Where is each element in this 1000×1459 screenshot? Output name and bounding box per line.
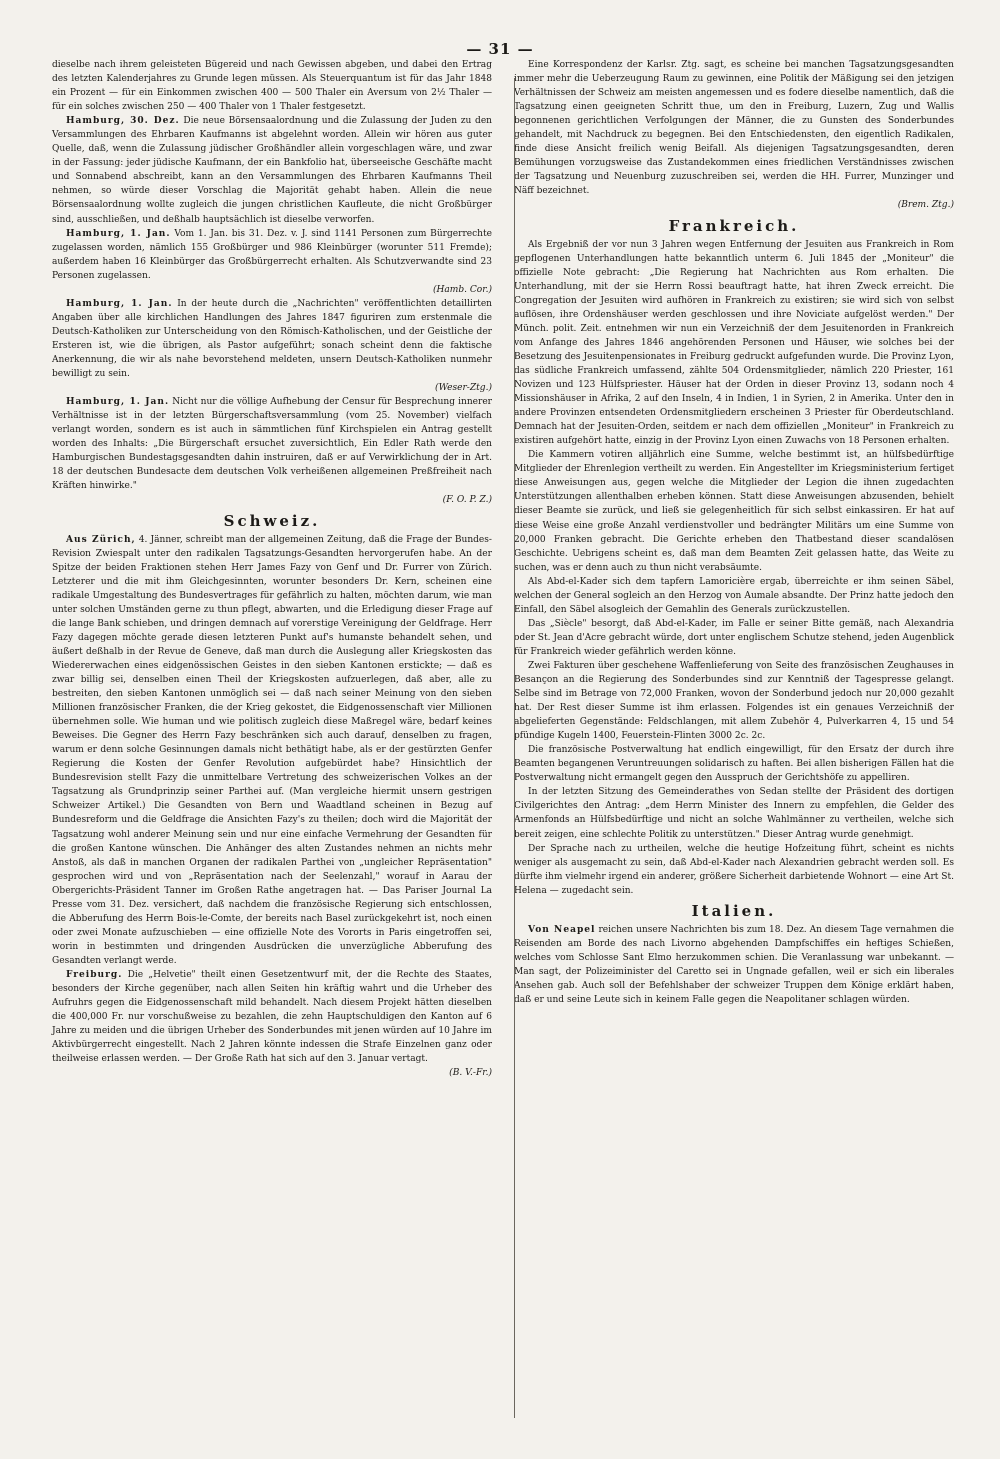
- paragraph-text: 4. Jänner, schreibt man der allgemeinen Zeitung, daß die Frage der Bundes-Revision Zwiespalt unter den radikalen Tagsatzungs-Gesandten hervorgerufen habe. An der Spitze der beiden Fraktionen stehen Herr James Fazy von Genf und Dr. Furrer von Zürich. Letzterer und die mit ihm Gleichgesinnten, worunter besonders Dr. Kern, scheinen eine radikale Umgestaltung des Bundesvertrages für gefährlich zu halten, möchten darum, wie man unter solchen Umständen gerne zu thun pflegt, abwarten, und die Erledigung dieser Frage auf die lange Bank schieben, und dringen demnach auf vorerstige Vereinigung der Geldfrage. Herr Fazy dagegen möchte gerade diesen letzteren Punkt auf's humanste behandelt sehen, und äußert deßhalb in der Revue de Geneve, daß man durch die Auslegung aller Kriegskosten das Wiedererwachen eines eidgenössischen Geistes in den sieben Kantonen erstickte; — daß es zwar billig sei, denselben einen Theil der Kriegskosten aufzuerlegen, daß aber, alle zu bestreiten, den sieben Kantonen unmöglich sei — daß nach seiner Meinung von den sieben Millionen französischer Franken, die der Krieg gekostet, die Eidgenossenschaft vier Millionen übernehmen solle. Wie human und wie politisch zugleich diese Maßregel wäre, bedarf keines Beweises. Die Gegner des Herrn Fazy beschränken sich auch darauf, denselben zu fragen, warum er denn solche Gesinnungen damals nicht bethätigt habe, als er der gestürzten Genfer Regierung die Kosten der Genfer Revolution aufgebürdet habe? Hinsichtlich der Bundesrevision stellt Fazy die unmittelbare Vertretung des schweizerischen Volkes an der Tagsatzung als Grundprinzip seiner Parthei auf. (Man vergleiche hiermit unsern gestrigen Schweizer Artikel.) Die Gesandten von Bern und Waadtland scheinen in Bezug auf Bundesreform und die Geldfrage die Ansichten Fazy's zu theilen; doch wird die Majorität der Tagsatzung wohl anderer Meinung sein und nur eine einfache Vermehrung der Gesandten für die großen Kantone wünschen. Die Anhänger des alten Zustandes nehmen an nichts mehr Anstoß, als daß in manchen Organen der radikalen Parthei von „ungleicher Repräsentation" gesprochen wird und von „Repräsentation nach der Seelenzahl," worauf in Aarau der Obergerichts-Präsident Tanner im Großen Rathe angetragen hat. — Das Pariser Journal La Presse vom 31. Dez. versichert, daß nachdem die französische Regierung sich entschlossen, die Abberufung des Herrn Bois-le-Comte, der bereits nach Basel zurückgekehrt ist, noch einen oder zwei Monate aufzuschieben — eine offizielle Note des Vororts in Paris eingetroffen sei, worin in bestimmten und dringenden Ausdrücken die unverzügliche Abberufung des Gesandten verlangt werde.: [52, 534, 492, 966]
- column-rule: [514, 78, 515, 1418]
- paragraph-text: Eine Korrespondenz der Karlsr. Ztg. sagt, es scheine bei manchen Tagsatzungsgesandten immer mehr die Ueberzeugung Raum zu gewinnen, eine Politik der Mäßigung sei den jetzigen Verhältnissen der Schweiz am meisten angemessen und es fodere dieselbe namentlich, daß die Tagsatzung einen geeigneten Schritt thue, um den in Freiburg, Luzern, Zug und Wallis begonnenen gerichtlichen Verfolgungen der Männer, die zu Gunsten des Sonderbundes gehandelt, mit Nachdruck zu begegnen. Bei den Entschiedensten, den eigentlich Radikalen, finde diese Ansicht freilich wenig Beifall. Als diejenigen Tagsatzungsgesandten, deren Bemühungen vorzugsweise das Zustandekommen eines friedlichen Verständnisses zwischen der Tagsatzung und Neuenburg zuzuschreiben sei, werden die HH. Furrer, Munzinger und Näff bezeichnet.: [514, 60, 954, 197]
- right-column: [514, 58, 954, 1418]
- paragraph-text: Die Kammern votiren alljährlich eine Summe, welche bestimmt ist, an hülfsbedürftige Mitglieder der Ehrenlegion vertheilt zu werden. Ein Angestellter im Kriegsministerium fertiget diese Anweisungen aus, gegen welche die Mitglieder der Legion die ihnen zugedachten Unterstützungen allenthalben erheben können. Statt diese Anweisungen abzusenden, behielt dieser Beamte sie zurück, und ließ sie gelegenheitlich für sich selbst einkassiren. Er hat auf diese Weise eine große Anzahl verdienstvoller und bedrängter Militärs um eine Summe von 20,000 Franken gebracht. Die Gerichte erheben den Thatbestand dieser scandalösen Geschichte. Uebrigens scheint es, daß man dem Beamten Zeit gelassen hatte, das Weite zu suchen, was er denn auch zu thun nicht verabsäumte.: [514, 450, 954, 573]
- source-attribution: (B. V.-Fr.): [449, 1068, 492, 1079]
- source-attribution: (F. O. P. Z.): [442, 495, 492, 506]
- article-paragraph: [514, 617, 954, 659]
- article-paragraph: [52, 968, 492, 1080]
- dateline: Hamburg, 30. Dez.: [66, 116, 180, 127]
- paragraph-text: Zwei Fakturen über geschehene Waffenlieferung von Seite des französischen Zeughauses in Besançon an die Regierung des Sonderbundes sind zur Kenntniß der Tagespresse gelangt. Selbe sind im Betrage von 72,000 Franken, wovon der Sonderbund jedoch nur 20,000 gezahlt hat. Der Rest dieser Summe ist ihm erlassen. Folgendes ist ein genaues Verzeichniß der abgelieferten Gegenstände: Feldschlangen, mit allem Zubehör 4, Pulverkarren 4, 15 und 54 pfündige Kugeln 1400, Feuerstein-Flinten 3000 2c. 2c.: [514, 660, 954, 742]
- article-paragraph: [514, 238, 954, 449]
- article-paragraph: [52, 533, 492, 968]
- paragraph-text: Der Sprache nach zu urtheilen, welche die heutige Hofzeitung führt, scheint es nichts weniger als ausgemacht zu sein, daß Abd-el-Kader nach Alexandrien gebracht werden soll. Es dürfte ihm vielmehr irgend ein anderer, größere Sicherheit darbietende Wohnort — eine Art St. Helena — zugedacht sein.: [514, 843, 954, 896]
- paragraph-text: In der letzten Sitzung des Gemeinderathes von Sedan stellte der Präsident des dortigen Civilgerichtes den Antrag: „dem Herrn Minister des Innern zu empfehlen, die Gelder des Armenfonds an Hülfsbedürftige und nicht an solche Wahlmänner zu vertheilen, welche sich bereit zeigen, eine schlechte Politik zu unterstützen." Dieser Antrag wurde genehmigt.: [514, 787, 954, 840]
- page-number: — 31 —: [466, 40, 534, 58]
- paragraph-text: Das „Siècle" besorgt, daß Abd-el-Kader, im Falle er seiner Bitte gemäß, nach Alexandria oder St. Jean d'Acre gebracht würde, dort unter englischem Schutze stehend, jeden Augenblick für Frankreich wieder gefährlich werden könne.: [514, 618, 954, 657]
- paragraph-text: Als Abd-el-Kader sich dem tapfern Lamoricière ergab, überreichte er ihm seinen Säbel, welchen der General sogleich an den Herzog von Aumale absandte. Der Prinz hatte jedoch den Einfall, den Säbel alsogleich der Gemahlin des Generals zurückzustellen.: [514, 576, 954, 615]
- article-paragraph: [52, 58, 492, 114]
- paragraph-text: Die neue Börsensaalordnung und die Zulassung der Juden zu den Versammlungen des Ehrbaren Kaufmanns ist abgelehnt worden. Allein wir hören aus guter Quelle, daß, wenn die Zulassung jüdischer Großhändler allein vorgeschlagen wäre, und zwar in der Fassung: jeder jüdische Kaufmann, der ein Bankfolio hat, überseeische Geschäfte macht und Sonnabend abschreibt, kann an den Versammlungen des Ehrbaren Kaufmanns Theil nehmen, so würde dieser Vorschlag die Majorität gehabt haben. Allein die neue Börsensaalordnung wollte zugleich die jungen christlichen Kaufleute, die nicht Großbürger sind, ausschließen, und deßhalb hauptsächlich ist dieselbe verworfen.: [52, 116, 492, 225]
- article-paragraph: [514, 448, 954, 574]
- article-paragraph: [514, 575, 954, 617]
- left-column: [52, 58, 492, 1418]
- article-paragraph: [514, 842, 954, 898]
- paragraph-text: Als Ergebniß der vor nun 3 Jahren wegen Entfernung der Jesuiten aus Frankreich in Rom gepflogenen Unterhandlungen hatte bekanntlich unterm 6. Juli 1845 der „Moniteur" die offizielle Note gebracht: „Die Regierung hat Nachrichten aus Rom erhalten. Die Unterhandlung, mit der sie Herrn Rossi beauftragt hatte, hat ihren Zweck erreicht. Die Congregation der Jesuiten wird aufhören in Frankreich zu existiren; sie wird sich von selbst auflösen, ihre Ordenshäuser werden geschlossen und ihre Noviciate aufgelöst werden." Der Münch. polit. Zeit. entnehmen wir nun ein Verzeichniß der dem Jesuitenorden in Frankreich vom Anfange des Jahres 1846 angehörenden Personen und Häuser, wie solches bei der Besetzung des Jesuitenpensionates in Freiburg gedruckt aufgefunden wurde. Die Provinz Lyon, das südliche Frankreich umfassend, zählte 504 Ordensmitglieder, nämlich 220 Priester, 161 Novizen und 123 Hülfspriester. Häuser hat der Orden in dieser Provinz 13, sodann noch 4 Missionshäuser in Afrika, 2 auf den Inseln, 4 in Indien, 1 in Syrien, 2 in Amerika. Unter den in andere Provinzen entsendeten Ordensmitgliedern erscheinen 3 Priester für Oberdeutschland. Demnach hat der Jesuiten-Orden, seitdem er nach dem offiziellen „Moniteur" in Frankreich zu existiren aufgehört hatte, einzig in der Provinz Lyon einen Zuwachs von 18 Personen erhalten.: [514, 239, 954, 447]
- dateline: Hamburg, 1. Jan.: [66, 397, 170, 408]
- dateline: Hamburg, 1. Jan.: [66, 298, 173, 309]
- paragraph-text: reichen unsere Nachrichten bis zum 18. Dez. An diesem Tage vernahmen die Reisenden am Borde des nach Livorno abgehenden Dampfschiffes ein heftiges Schießen, welches vom Schlosse Sant Elmo herzukommen schien. Die Veranlassung war unbekannt. — Man sagt, der Polizeiminister del Caretto sei in Ungnade gefallen, weil er sich ein liberales Ansehen gab. Auch soll der Befehlshaber der schweizer Truppen dem Könige erklärt haben, daß er und seine Leute sich in keinem Falle gegen die Neapolitaner schlagen würden.: [514, 924, 954, 1006]
- source-attribution: (Hamb. Cor.): [432, 284, 492, 295]
- article-paragraph: [52, 227, 492, 297]
- article-paragraph: [514, 743, 954, 785]
- dateline: Aus Zürich,: [66, 534, 136, 545]
- article-paragraph: [514, 58, 954, 213]
- paragraph-text: In der heute durch die „Nachrichten" veröffentlichten detaillirten Angaben über alle kirchlichen Handlungen des Jahres 1847 figuriren zum erstenmale die Deutsch-Katholiken zur Unterscheidung von den Römisch-Katholischen, und der Geistliche der Ersteren ist, wie die übrigen, als Pastor aufgeführt; sonach scheint denn die faktische Anerkennung, die wir als nahe bevorstehend meldeten, unsern Deutsch-Katholiken nunmehr bewilligt zu sein.: [52, 298, 492, 380]
- section-heading: Frankreich.: [668, 216, 800, 235]
- paragraph-text: Vom 1. Jan. bis 31. Dez. v. J. sind 1141 Personen zum Bürgerrechte zugelassen worden, nämlich 155 Großbürger und 986 Kleinbürger (worunter 511 Fremde); außerdem haben 16 Kleinbürger das Großbürgerrecht erhalten. Als Schutzverwandte sind 23 Personen zugelassen.: [52, 228, 492, 281]
- section-heading: Italien.: [691, 901, 777, 920]
- section-heading: Schweiz.: [223, 511, 321, 530]
- paragraph-text: Die „Helvetie" theilt einen Gesetzentwurf mit, der die Rechte des Staates, besonders der Kirche gegenüber, nach allen Seiten hin kräftig wahrt und die Urheber des Aufruhrs gegen die Eidgenossenschaft mild behandelt. Nach diesem Projekt hätten dieselben die 400,000 Fr. nur vorschußweise zu bezahlen, die zehn Hauptschuldigen den Kanton auf 6 Jahre zu meiden und die übrigen Urheber des Sonderbundes mit jenen würden auf 10 Jahre im Aktivbürgerrecht eingestellt. Nach 2 Jahren könnte indessen die Strafe Einzelnen ganz oder theilweise erlassen werden. — Der Große Rath hat sich auf den 3. Januar vertagt.: [52, 970, 492, 1065]
- paragraph-text: dieselbe nach ihrem geleisteten Bügereid und nach Gewissen abgeben, und dabei den Ertrag des letzten Kalenderjahres zu Grunde legen müssen. Als Steuerquantum ist für das Jahr 1848 ein Prozent — für ein Einkommen zwischen 400 — 500 Thaler ein Aversum von 2½ Thaler — für ein solches zwischen 250 — 400 Thaler von 1 Thaler festgesetzt.: [52, 60, 492, 113]
- dateline: Freiburg.: [66, 970, 123, 980]
- article-paragraph: [52, 114, 492, 226]
- article-paragraph: [514, 785, 954, 841]
- dateline: Von Neapel: [528, 924, 596, 935]
- article-paragraph: [514, 923, 954, 1007]
- dateline: Hamburg, 1. Jan.: [66, 228, 171, 239]
- paragraph-text: Nicht nur die völlige Aufhebung der Censur für Besprechung innerer Verhältnisse ist in der letzten Bürgerschaftsversammlung (vom 25. November) vielfach verlangt worden, sondern es ist auch in sämmtlichen fünf Kirchspielen ein Antrag gestellt worden des Inhalts: „Die Bürgerschaft ersuchet zuversichtlich, Ein Edler Rath werde den Hamburgischen Bundestagsgesandten dahin instruiren, daß er auf Verwirklichung der in Art. 18 der deutschen Bundesacte dem deutschen Volk verheißenen allgemeinen Preßfreiheit nach Kräften hinwirke.": [52, 397, 493, 492]
- columns: [52, 58, 956, 1418]
- paragraph-text: Die französische Postverwaltung hat endlich eingewilligt, für den Ersatz der durch ihre Beamten begangenen Veruntreuungen solidarisch zu haften. Bei allen bisherigen Fällen hat die Postverwaltung nicht ermangelt gegen den Ausspruch der Gerichtshöfe zu appelliren.: [514, 745, 954, 784]
- article-paragraph: [52, 395, 492, 507]
- source-attribution: (Brem. Ztg.): [897, 200, 954, 211]
- source-attribution: (Weser-Ztg.): [435, 383, 492, 394]
- article-paragraph: [514, 659, 954, 743]
- article-paragraph: [52, 297, 492, 395]
